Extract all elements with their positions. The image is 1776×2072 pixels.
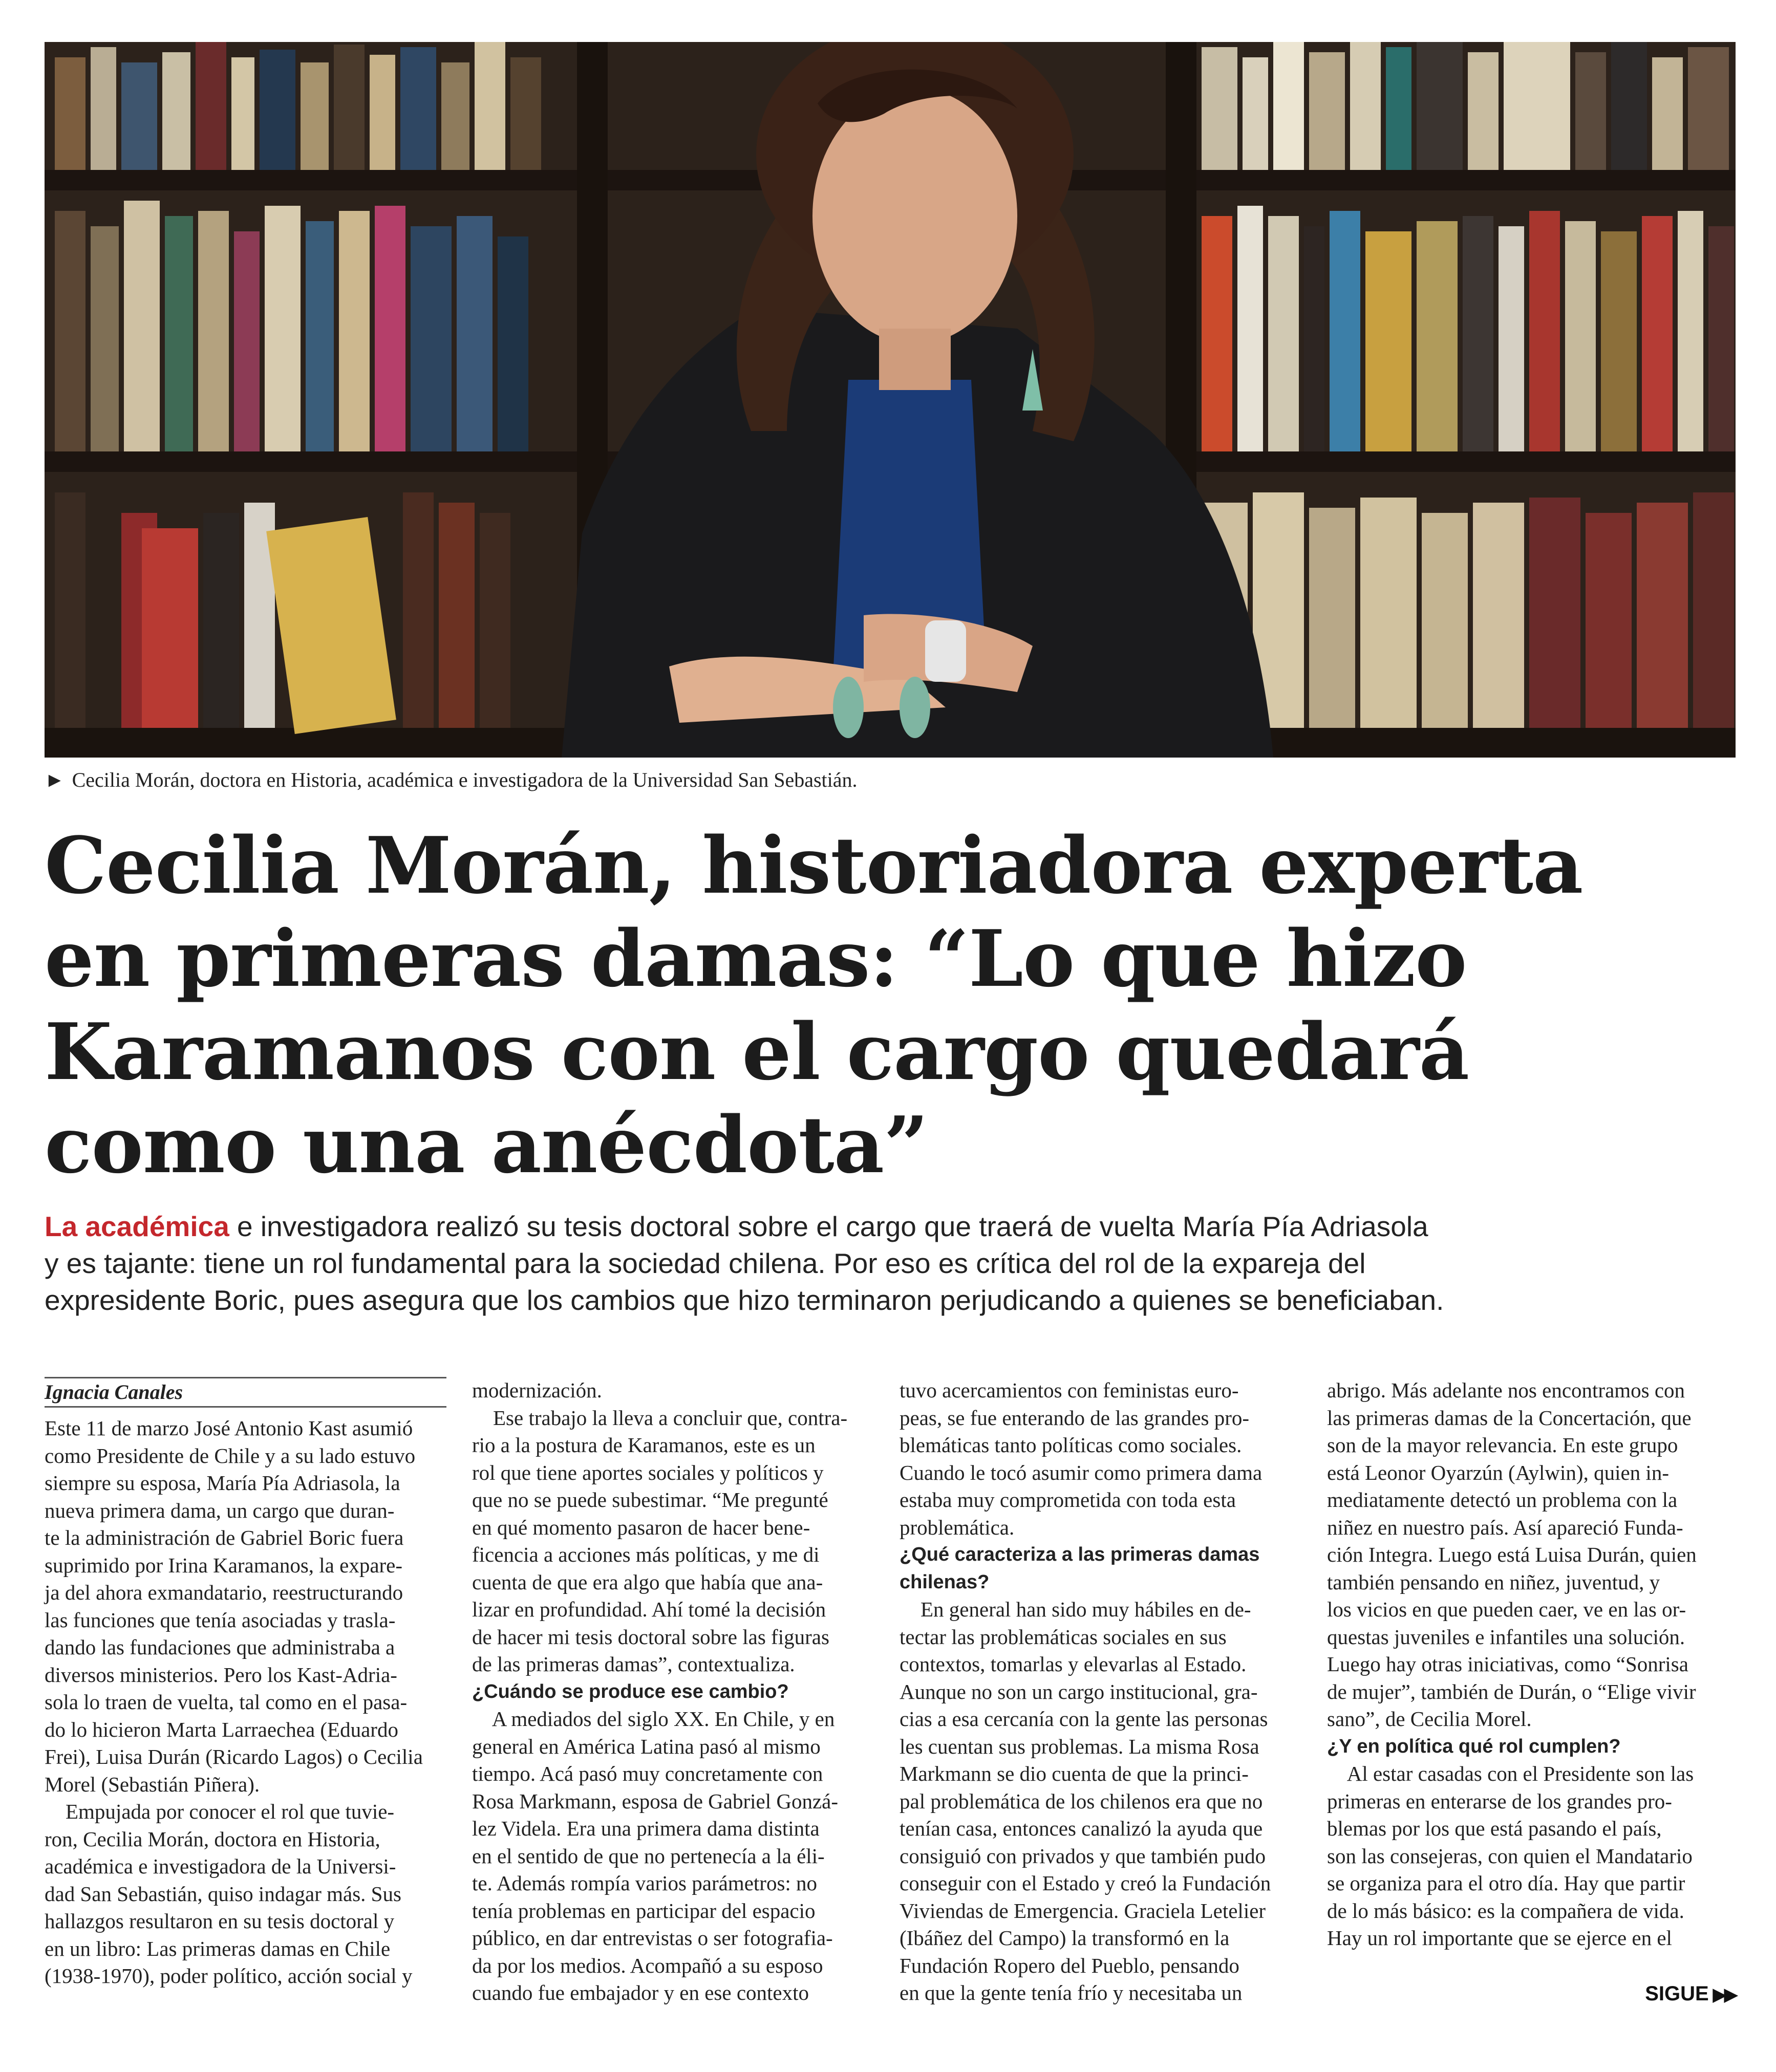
body-text-line: académica e investigadora de la Universi-	[45, 1854, 396, 1878]
continue-arrows-icon: ▶▶	[1713, 1985, 1736, 2004]
body-text-line: hallazgos resultaron en su tesis doctoral y	[45, 1909, 395, 1933]
lead-line: y es tajante: tiene un rol fundamental para la sociedad chilena. Por eso es crítica del rol de la expareja del	[45, 1247, 1366, 1279]
photo-caption	[45, 767, 1736, 793]
body-text-line: rol que tiene aportes sociales y políticos y	[472, 1460, 824, 1484]
body-text-line: blemáticas tanto políticas como sociales.	[900, 1433, 1242, 1457]
lead-line	[45, 1208, 1736, 1245]
body-text-line: Viviendas de Emergencia. Graciela Letelier	[900, 1898, 1266, 1923]
headline-line: como una anécdota”	[45, 1099, 928, 1191]
body-text-line: cias a esa cercanía con la gente las personas	[900, 1707, 1268, 1731]
lead-text: e investigadora realizó su tesis doctoral sobre el cargo que traerá de vuelta María Pía Adriasola	[229, 1211, 1428, 1242]
body-text-line: modernización.	[472, 1378, 602, 1402]
body-text-line: blemas por los que está pasando el país,	[1327, 1817, 1662, 1840]
body-text-line: conseguir con el Estado y creó la Fundación	[900, 1871, 1271, 1895]
byline: Ignacia Canales	[45, 1380, 183, 1404]
body-text-line: que no se puede subestimar. “Me pregunté	[472, 1488, 828, 1512]
body-text-line: da por los medios. Acompañó a su esposo	[472, 1953, 823, 1977]
headline	[45, 819, 1632, 1192]
body-text-line: las funciones que tenía asociadas y trasla-	[45, 1608, 396, 1632]
headline-line: Karamanos con el cargo quedará	[45, 1006, 1469, 1097]
lead-paragraph	[45, 1208, 1736, 1319]
body-text-line: tectar las problemáticas sociales en sus	[900, 1625, 1227, 1649]
body-text-line: Rosa Markmann, esposa de Gabriel Gonzá-	[472, 1789, 838, 1813]
body-text-line: son de la mayor relevancia. En este grupo	[1327, 1433, 1678, 1457]
body-text-line: do lo hicieron Marta Larraechea (Eduardo	[45, 1717, 398, 1741]
body-text-line: las primeras damas de la Concertación, que	[1327, 1406, 1692, 1430]
body-text-line: lez Videla. Era una primera dama distinta	[472, 1817, 820, 1840]
caption-marker-icon: ►	[45, 768, 65, 791]
body-text-line: general en América Latina pasó al mismo	[472, 1734, 821, 1758]
body-text-line: Este 11 de marzo José Antonio Kast asumió	[45, 1416, 413, 1440]
body-text-line: dando las fundaciones que administraba a	[45, 1635, 395, 1659]
body-text-line: ja del ahora exmandatario, reestructurando	[45, 1581, 403, 1604]
column-body	[45, 1415, 446, 1990]
body-text-line: en que la gente tenía frío y necesitaba un	[900, 1981, 1243, 2004]
body-text-line: te. Además rompía varios parámetros: no	[472, 1871, 818, 1895]
body-text-line: de lo más básico: es la compañera de vida.	[1327, 1898, 1684, 1923]
body-text-line: Aunque no son un cargo institucional, gra-	[900, 1679, 1258, 1703]
interview-question: ¿Y en política qué rol cumplen?	[1327, 1735, 1621, 1757]
article-column-2	[472, 1377, 874, 2007]
lead-kicker: La académica	[45, 1211, 229, 1242]
continue-marker	[1645, 1981, 1736, 2006]
body-text-line: en un libro: Las primeras damas en Chile	[45, 1936, 391, 1960]
interview-question: ¿Qué caracteriza a las primeras damas	[900, 1544, 1260, 1565]
body-text-line: de hacer mi tesis doctoral sobre las figuras	[472, 1625, 829, 1649]
body-text-line: pal problemática de los chilenos era que no	[900, 1789, 1263, 1813]
body-text-line: Cuando le tocó asumir como primera dama	[900, 1460, 1263, 1484]
body-text-line: sano”, de Cecilia Morel.	[1327, 1707, 1532, 1731]
body-text-line: (1938-1970), poder político, acción social y	[45, 1964, 413, 1988]
body-text-line: ron, Cecilia Morán, doctora en Historia,	[45, 1827, 380, 1851]
body-text-line: de mujer”, también de Durán, o “Elige vivir	[1327, 1679, 1696, 1703]
body-text-line: mediatamente detectó un problema con la	[1327, 1488, 1678, 1512]
body-text-line: Empujada por conocer el rol que tuvie-	[45, 1800, 395, 1823]
body-text-line: Fundación Ropero del Pueblo, pensando	[900, 1953, 1239, 1977]
body-text-line: Hay un rol importante que se ejerce en el	[1327, 1926, 1672, 1950]
headline-line: Cecilia Morán, historiadora experta	[45, 819, 1583, 911]
body-text-line: lizar en profundidad. Ahí tomé la decisión	[472, 1598, 826, 1621]
byline-rule	[45, 1377, 446, 1408]
body-text-line: se organiza para el otro día. Hay que partir	[1327, 1871, 1685, 1895]
body-text-line: público, en dar entrevistas o ser fotografia-	[472, 1926, 833, 1950]
body-text-line: (Ibáñez del Campo) la transformó en la	[900, 1926, 1230, 1950]
body-text-line: tuvo acercamientos con feministas euro-	[900, 1378, 1239, 1402]
article-column-4	[1327, 1377, 1729, 1952]
article-column-1	[45, 1377, 446, 1990]
bookshelf-portrait-illustration	[45, 42, 1736, 758]
body-text-line: Frei), Luisa Durán (Ricardo Lagos) o Cecilia	[45, 1745, 423, 1768]
body-text-line: también pensando en niñez, juventud, y	[1327, 1570, 1660, 1594]
body-text-line: questas juveniles e infantiles una solución.	[1327, 1625, 1685, 1649]
body-text-line: Ese trabajo la lleva a concluir que, contra-	[472, 1406, 848, 1430]
body-text-line: ción Integra. Luego está Luisa Durán, quien	[1327, 1543, 1697, 1566]
caption-text: Cecilia Morán, doctora en Historia, académica e investigadora de la Universidad San Sebastián.	[72, 768, 858, 791]
body-text-line: ficencia a acciones más políticas, y me di	[472, 1543, 820, 1566]
body-text-line: diversos ministerios. Pero los Kast-Adria-	[45, 1663, 397, 1687]
body-text-line: primeras en enterarse de los grandes pro-	[1327, 1789, 1672, 1813]
body-text-line: Luego hay otras iniciativas, como “Sonrisa	[1327, 1652, 1688, 1676]
body-text-line: consiguió con privados y que también pudo	[900, 1844, 1266, 1868]
interview-question: ¿Cuándo se produce ese cambio?	[472, 1680, 789, 1702]
article-column-3	[900, 1377, 1301, 2007]
body-text-line: suprimido por Irina Karamanos, la expare-	[45, 1553, 403, 1577]
body-text-line: Al estar casadas con el Presidente son las	[1327, 1762, 1694, 1785]
column-body	[472, 1377, 874, 2007]
body-text-line: les cuentan sus problemas. La misma Rosa	[900, 1734, 1259, 1758]
body-text-line: contextos, tomarlas y elevarlas al Estado.	[900, 1652, 1247, 1676]
body-text-line: en qué momento pasaron de hacer bene-	[472, 1515, 810, 1539]
body-text-line: Markmann se dio cuenta de que la princi-	[900, 1762, 1249, 1785]
body-text-line: nueva primera dama, un cargo que duran-	[45, 1498, 395, 1522]
body-text-line: tenían casa, entonces canalizó la ayuda que	[900, 1817, 1263, 1840]
column-body	[900, 1377, 1301, 2007]
body-text-line: son las consejeras, con quien el Mandatario	[1327, 1844, 1693, 1868]
body-text-line: abrigo. Más adelante nos encontramos con	[1327, 1378, 1685, 1402]
interview-question: chilenas?	[900, 1571, 990, 1593]
body-text-line: de las primeras damas”, contextualiza.	[472, 1652, 795, 1676]
body-text-line: te la administración de Gabriel Boric fuera	[45, 1526, 404, 1549]
body-text-line: cuando fue embajador y en ese contexto	[472, 1981, 809, 2004]
column-body	[1327, 1377, 1729, 1952]
continue-label: SIGUE	[1645, 1982, 1709, 2005]
body-text-line: en el sentido de que no pertenecía a la éli-	[472, 1844, 825, 1868]
body-text-line: está Leonor Oyarzún (Aylwin), quien in-	[1327, 1460, 1669, 1484]
body-text-line: sola lo traen de vuelta, tal como en el pasa-	[45, 1690, 408, 1714]
body-text-line: los vicios en que pueden caer, ve en las or-	[1327, 1598, 1686, 1621]
body-text-line: cuenta de que era algo que había que ana-	[472, 1570, 823, 1594]
body-text-line: como Presidente de Chile y a su lado estuvo	[45, 1443, 416, 1467]
body-text-line: peas, se fue enterando de las grandes pro-	[900, 1406, 1250, 1430]
body-text-line: niñez en nuestro país. Así apareció Funda-	[1327, 1515, 1683, 1539]
headline-line: en primeras damas: “Lo que hizo	[45, 913, 1467, 1004]
body-text-line: rio a la postura de Karamanos, este es un	[472, 1433, 816, 1457]
body-text-line: Morel (Sebastián Piñera).	[45, 1772, 260, 1796]
body-text-line: siempre su esposa, María Pía Adriasola, la	[45, 1471, 400, 1495]
body-text-line: A mediados del siglo XX. En Chile, y en	[472, 1707, 835, 1731]
body-text-line: En general han sido muy hábiles en de-	[900, 1598, 1251, 1621]
body-text-line: problemática.	[900, 1515, 1015, 1539]
body-text-line: tenía problemas en participar del espacio	[472, 1898, 816, 1923]
portrait-photo	[45, 42, 1736, 758]
lead-line: expresidente Boric, pues asegura que los cambios que hizo terminaron perjudicando a quienes se beneficiaban.	[45, 1284, 1444, 1316]
body-text-line: tiempo. Acá pasó muy concretamente con	[472, 1762, 823, 1785]
body-text-line: dad San Sebastián, quiso indagar más. Sus	[45, 1882, 401, 1906]
body-text-line: estaba muy comprometida con toda esta	[900, 1488, 1236, 1512]
